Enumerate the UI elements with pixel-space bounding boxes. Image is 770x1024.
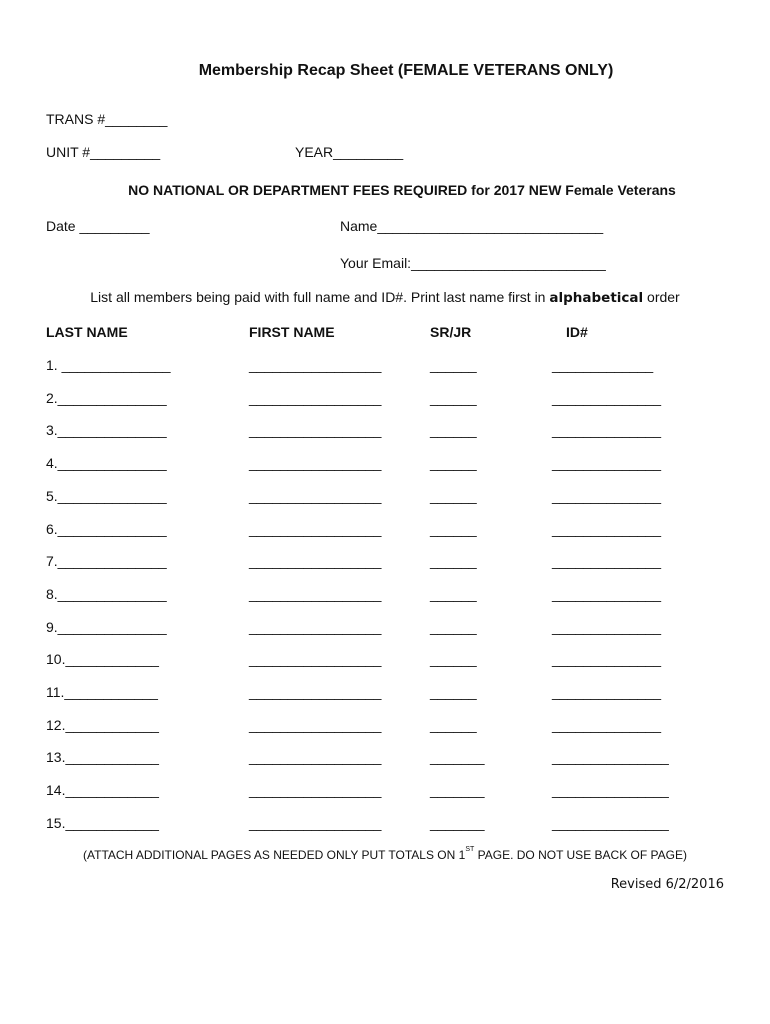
instruction-before: List all members being paid with full name and ID#. Print last name first in [90, 289, 550, 305]
id-field[interactable]: ______________ [552, 488, 662, 504]
first-name-field[interactable]: _________________ [249, 684, 382, 700]
id-field[interactable]: ______________ [552, 521, 662, 537]
header-last-name: LAST NAME [46, 324, 128, 340]
id-field[interactable]: ______________ [552, 717, 662, 733]
sr-jr-field[interactable]: ______ [430, 619, 477, 635]
sr-jr-field[interactable]: ______ [430, 553, 477, 569]
name-field[interactable]: Name_____________________________ [340, 218, 604, 234]
last-name-field[interactable]: 5.______________ [46, 488, 167, 504]
footer-before: (ATTACH ADDITIONAL PAGES AS NEEDED ONLY PUT TOTALS ON 1 [83, 848, 466, 862]
first-name-field[interactable]: _________________ [249, 815, 382, 831]
first-name-field[interactable]: _________________ [249, 488, 382, 504]
last-name-field[interactable]: 8.______________ [46, 586, 167, 602]
first-name-field[interactable]: _________________ [249, 455, 382, 471]
unit-number-field[interactable]: UNIT #_________ [46, 144, 161, 160]
sr-jr-field[interactable]: ______ [430, 521, 477, 537]
first-name-field[interactable]: _________________ [249, 390, 382, 406]
email-field[interactable]: Your Email:_________________________ [340, 255, 606, 271]
trans-number-field[interactable]: TRANS #________ [46, 111, 168, 127]
first-name-field[interactable]: _________________ [249, 651, 382, 667]
header-first-name: FIRST NAME [249, 324, 335, 340]
sr-jr-field[interactable]: ______ [430, 651, 477, 667]
id-field[interactable]: _______________ [552, 749, 669, 765]
footer-note [0, 848, 770, 862]
page-title: Membership Recap Sheet (FEMALE VETERANS ONLY) [198, 62, 614, 79]
id-field[interactable]: ______________ [552, 586, 662, 602]
header-id: ID# [566, 324, 588, 340]
first-name-field[interactable]: _________________ [249, 586, 382, 602]
id-field[interactable]: ______________ [552, 553, 662, 569]
sr-jr-field[interactable]: ______ [430, 684, 477, 700]
last-name-field[interactable]: 2.______________ [46, 390, 167, 406]
last-name-field[interactable]: 6.______________ [46, 521, 167, 537]
first-name-field[interactable]: _________________ [249, 422, 382, 438]
first-name-field[interactable]: _________________ [249, 782, 382, 798]
fees-notice: NO NATIONAL OR DEPARTMENT FEES REQUIRED for 2017 NEW Female Veterans [128, 182, 676, 198]
last-name-field[interactable]: 4.______________ [46, 455, 167, 471]
header-sr-jr: SR/JR [430, 324, 472, 340]
year-field[interactable]: YEAR_________ [295, 144, 404, 160]
last-name-field[interactable]: 7.______________ [46, 553, 167, 569]
instruction-text [0, 289, 770, 306]
last-name-field[interactable]: 11.____________ [46, 684, 158, 700]
date-field[interactable]: Date _________ [46, 218, 150, 234]
sr-jr-field[interactable]: ______ [430, 455, 477, 471]
sr-jr-field[interactable]: _______ [430, 749, 485, 765]
sr-jr-field[interactable]: _______ [430, 815, 485, 831]
footer-superscript: ST [465, 846, 475, 853]
instruction-emphasis: alphabetical [549, 290, 644, 306]
last-name-field[interactable]: 14.____________ [46, 782, 159, 798]
revision-date: Revised 6/2/2016 [610, 877, 724, 892]
sr-jr-field[interactable]: ______ [430, 390, 477, 406]
footer-after: PAGE. DO NOT USE BACK OF PAGE) [474, 848, 687, 862]
id-field[interactable]: ______________ [552, 390, 662, 406]
sr-jr-field[interactable]: ______ [430, 357, 477, 373]
sr-jr-field[interactable]: ______ [430, 488, 477, 504]
last-name-field[interactable]: 15.____________ [46, 815, 159, 831]
id-field[interactable]: ______________ [552, 619, 662, 635]
last-name-field[interactable]: 12.____________ [46, 717, 159, 733]
last-name-field[interactable]: 10.____________ [46, 651, 159, 667]
last-name-field[interactable]: 1. ______________ [46, 357, 171, 373]
first-name-field[interactable]: _________________ [249, 521, 382, 537]
sr-jr-field[interactable]: _______ [430, 782, 485, 798]
id-field[interactable]: ______________ [552, 455, 662, 471]
id-field[interactable]: ______________ [552, 422, 662, 438]
id-field[interactable]: _____________ [552, 357, 654, 373]
last-name-field[interactable]: 3.______________ [46, 422, 167, 438]
first-name-field[interactable]: _________________ [249, 619, 382, 635]
id-field[interactable]: _______________ [552, 782, 669, 798]
first-name-field[interactable]: _________________ [249, 357, 382, 373]
sr-jr-field[interactable]: ______ [430, 422, 477, 438]
sr-jr-field[interactable]: ______ [430, 586, 477, 602]
sr-jr-field[interactable]: ______ [430, 717, 477, 733]
id-field[interactable]: ______________ [552, 651, 662, 667]
last-name-field[interactable]: 13.____________ [46, 749, 159, 765]
instruction-after: order [643, 289, 680, 305]
first-name-field[interactable]: _________________ [249, 717, 382, 733]
first-name-field[interactable]: _________________ [249, 553, 382, 569]
id-field[interactable]: ______________ [552, 684, 662, 700]
last-name-field[interactable]: 9.______________ [46, 619, 167, 635]
id-field[interactable]: _______________ [552, 815, 669, 831]
first-name-field[interactable]: _________________ [249, 749, 382, 765]
